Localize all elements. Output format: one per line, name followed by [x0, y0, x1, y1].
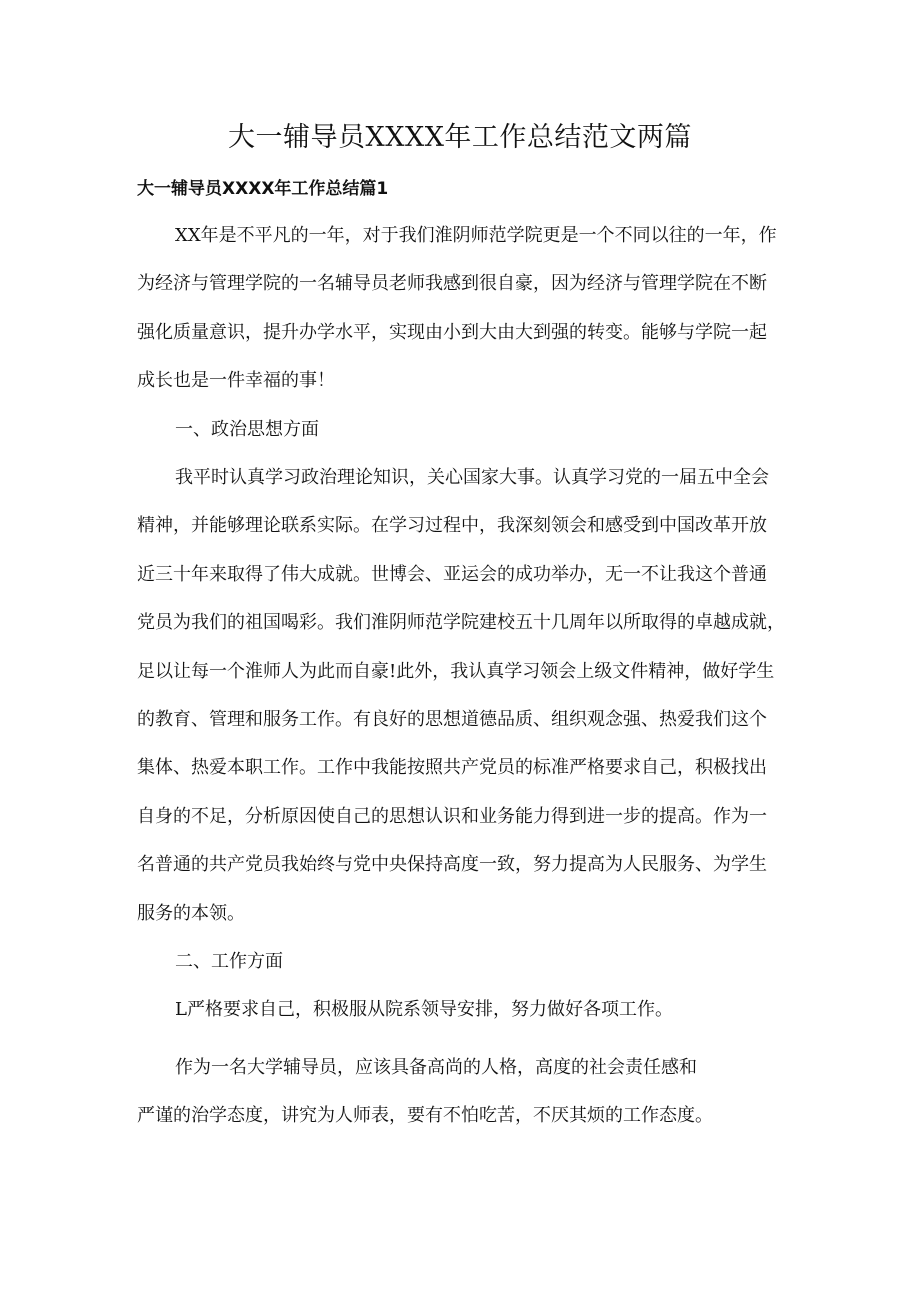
paragraph-line: 的教育、管理和服务工作。有良好的思想道德品质、组织观念强、热爱我们这个 — [137, 709, 767, 731]
paragraph-work-item — [137, 986, 797, 1034]
paragraph-line: 自身的不足，分析原因使自己的思想认识和业务能力得到进一步的提高。作为一 — [137, 805, 767, 827]
paragraph-intro — [137, 212, 797, 406]
paragraph-line: 成长也是一件幸福的事！ — [137, 370, 335, 392]
paragraph-line: XX年是不平凡的一年，对于我们淮阴师范学院更是一个不同以往的一年，作 — [175, 225, 777, 246]
heading-text: 一、政治思想方面 — [175, 419, 319, 440]
paragraph-political — [137, 454, 797, 938]
paragraph-work-detail — [137, 1044, 797, 1141]
document-title: 大一辅导员XXXX年工作总结范文两篇 — [228, 122, 692, 153]
paragraph-line: 足以让每一个淮师人为此而自豪!此外，我认真学习领会上级文件精神，做好学生 — [137, 660, 775, 682]
heading-text: 二、工作方面 — [175, 951, 283, 972]
paragraph-line: 我平时认真学习政治理论知识，关心国家大事。认真学习党的一届五中全会 — [175, 467, 769, 488]
paragraph-line: L严格要求自己，积极服从院系领导安排，努力做好各项工作。 — [175, 999, 673, 1020]
paragraph-line: 作为一名大学辅导员，应该具备高尚的人格，高度的社会责任感和 — [175, 1057, 697, 1078]
paragraph-line: 服务的本领。 — [137, 902, 245, 924]
heading-work — [137, 938, 797, 986]
paragraph-line: 严谨的治学态度，讲究为人师表，要有不怕吃苦，不厌其烦的工作态度。 — [137, 1105, 713, 1127]
paragraph-line: 强化质量意识，提升办学水平，实现由小到大由大到强的转变。能够与学院一起 — [137, 321, 767, 343]
paragraph-line: 集体、热爱本职工作。工作中我能按照共产党员的标准严格要求自己，积极找出 — [137, 757, 767, 779]
paragraph-line: 为经济与管理学院的一名辅导员老师我感到很自豪，因为经济与管理学院在不断 — [137, 273, 767, 295]
paragraph-line: 党员为我们的祖国喝彩。我们淮阴师范学院建校五十几周年以所取得的卓越成就， — [137, 612, 785, 634]
paragraph-line: 精神，并能够理论联系实际。在学习过程中，我深刻领会和感受到中国改革开放 — [137, 515, 767, 537]
paragraph-line: 名普通的共产党员我始终与党中央保持高度一致，努力提高为人民服务、为学生 — [137, 854, 767, 876]
heading-political — [137, 406, 797, 454]
section-title: 大一辅导员XXXX年工作总结篇1 — [137, 179, 389, 199]
paragraph-line: 近三十年来取得了伟大成就。世博会、亚运会的成功举办，无一不让我这个普通 — [137, 563, 767, 585]
